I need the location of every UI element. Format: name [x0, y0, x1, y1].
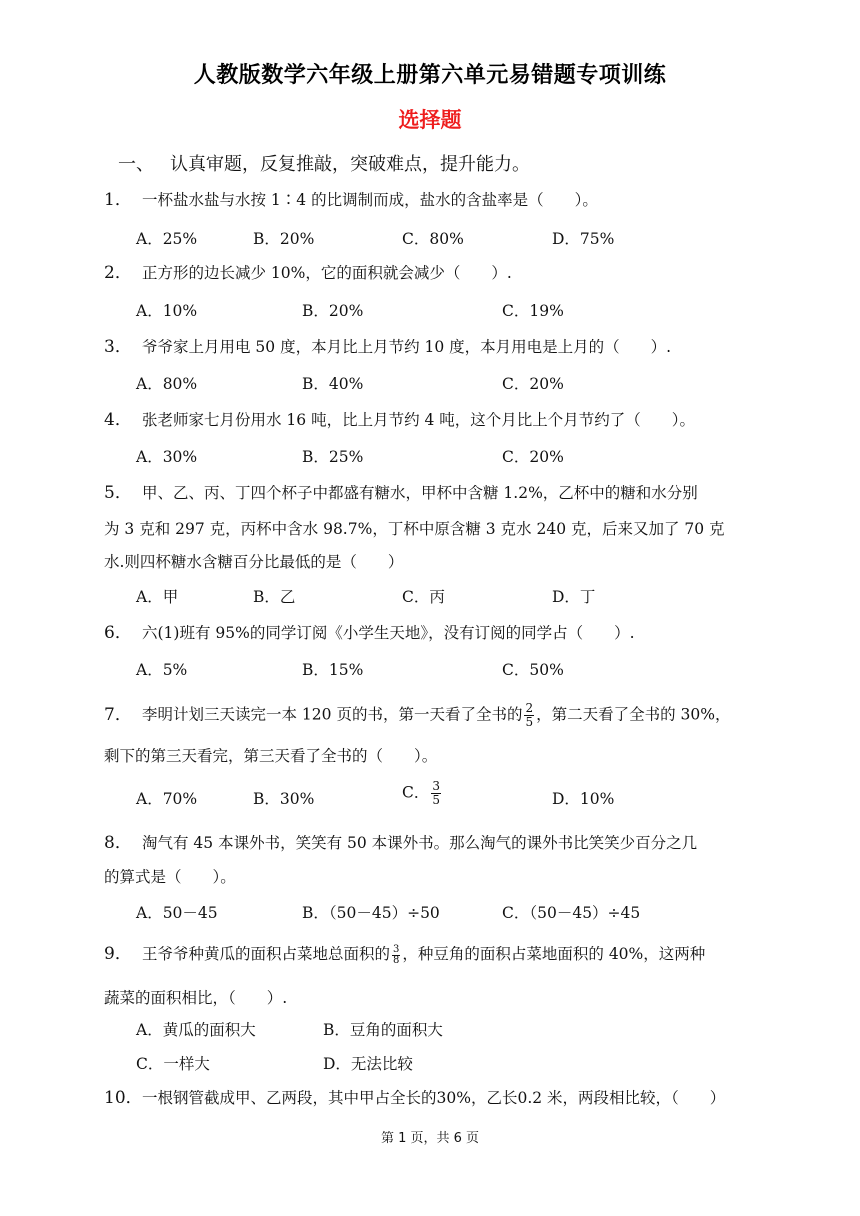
question-text: 甲、乙、丙、丁四个杯子中都盛有糖水，甲杯中含糖 1.2%，乙杯中的糖和水分别	[142, 484, 698, 502]
q9-option-b: B．豆角的面积大	[323, 1021, 443, 1039]
q7-option-c	[402, 780, 443, 807]
question-text: 正方形的边长减少 10%，它的面积就会减少（ ）.	[142, 264, 512, 282]
q1-option-b: B．20%	[253, 230, 315, 248]
q4-option-a: A．30%	[136, 448, 198, 466]
question-number: 10．	[104, 1088, 143, 1108]
question-9	[104, 944, 705, 966]
question-text-part-1: 李明计划三天读完一本 120 页的书，第一天看了全书的	[142, 705, 523, 724]
q7-option-a: A．70%	[136, 790, 198, 808]
q3-option-b: B．40%	[302, 375, 364, 393]
fraction-denominator: 5	[432, 793, 441, 807]
q9-option-a: A．黄瓜的面积大	[136, 1021, 256, 1039]
fraction-numerator: 2	[525, 701, 534, 715]
question-7-line-2: 剩下的第三天看完，第三天看了全书的（ ）。	[104, 747, 438, 765]
question-8	[104, 833, 697, 853]
fraction	[392, 945, 400, 966]
section-instruction: 认真审题，反复推敲，突破难点，提升能力。	[170, 154, 530, 175]
question-7	[104, 702, 730, 729]
q3-option-a: A．80%	[136, 375, 198, 393]
q5-option-d: D．丁	[552, 588, 596, 606]
question-4	[104, 410, 695, 430]
q1-option-a: A．25%	[136, 230, 198, 248]
q8-option-a: A．50－45	[136, 904, 218, 922]
question-text-part-1: 王爷爷种黄瓜的面积占菜地总面积的	[142, 945, 391, 963]
fraction	[524, 702, 534, 729]
question-1	[104, 190, 598, 210]
option-letter: C．	[402, 783, 430, 802]
question-text-part-2: ，第二天看了全书的 30%，	[536, 705, 731, 724]
question-text: 淘气有 45 本课外书，笑笑有 50 本课外书。那么淘气的课外书比笑笑少百分之几	[142, 834, 698, 852]
q3-option-c: C．20%	[502, 375, 564, 393]
question-3	[104, 337, 671, 357]
question-number: 8．	[104, 833, 132, 853]
question-number: 3．	[104, 337, 132, 357]
q6-option-b: B．15%	[302, 661, 364, 679]
page-footer: 第 1 页，共 6 页	[380, 1131, 480, 1146]
question-text-part-2: ，种豆角的面积占菜地面积的 40%，这两种	[402, 945, 706, 963]
question-text: 一杯盐水盐与水按 1∶4 的比调制而成，盐水的含盐率是（ ）。	[142, 191, 598, 209]
q9-option-c: C．一样大	[136, 1055, 210, 1073]
q6-option-a: A．5%	[136, 661, 188, 679]
question-6	[104, 623, 635, 643]
fraction	[431, 780, 441, 807]
fraction-numerator: 3	[432, 779, 441, 793]
question-5-line-2: 为 3 克和 297 克，丙杯中含水 98.7%，丁杯中原含糖 3 克水 240 克，后来又加了 70 克	[104, 520, 725, 538]
question-number: 2．	[104, 263, 132, 283]
q5-option-b: B．乙	[253, 588, 296, 606]
question-10	[104, 1088, 725, 1108]
q6-option-c: C．50%	[502, 661, 564, 679]
q1-option-d: D．75%	[552, 230, 615, 248]
question-2	[104, 263, 512, 283]
section-heading	[118, 150, 530, 176]
q8-option-c: C．（50－45）÷45	[502, 904, 641, 922]
section-subtitle: 选择题	[398, 108, 462, 132]
q8-option-b: B．（50－45）÷50	[302, 904, 440, 922]
q9-option-d: D．无法比较	[323, 1055, 413, 1073]
q7-option-b: B．30%	[253, 790, 315, 808]
question-text: 爷爷家上月用电 50 度，本月比上月节约 10 度，本月用电是上月的（ ）.	[142, 338, 672, 356]
section-number: 一、	[118, 154, 154, 175]
fraction-denominator: 8	[393, 954, 400, 966]
question-number: 9．	[104, 944, 132, 964]
q4-option-c: C．20%	[502, 448, 564, 466]
question-number: 1．	[104, 190, 132, 210]
q1-option-c: C．80%	[402, 230, 464, 248]
question-5	[104, 483, 698, 503]
q2-option-b: B．20%	[302, 302, 364, 320]
question-number: 6．	[104, 623, 132, 643]
question-8-line-2: 的算式是（ ）。	[104, 868, 236, 886]
fraction-denominator: 5	[525, 715, 534, 729]
question-text: 张老师家七月份用水 16 吨，比上月节约 4 吨，这个月比上个月节约了（ ）。	[142, 411, 696, 429]
question-text: 一根钢管截成甲、乙两段，其中甲占全长的30%，乙长0.2 米，两段相比较，（ ）	[142, 1089, 726, 1107]
q2-option-c: C．19%	[502, 302, 564, 320]
q7-option-d: D．10%	[552, 790, 615, 808]
question-9-line-2: 蔬菜的面积相比，（ ）.	[104, 989, 288, 1007]
q2-option-a: A．10%	[136, 302, 198, 320]
q4-option-b: B．25%	[302, 448, 364, 466]
question-text: 六(1)班有 95%的同学订阅《小学生天地》，没有订阅的同学占（ ）.	[142, 624, 635, 642]
question-number: 5．	[104, 483, 132, 503]
question-number: 7．	[104, 704, 132, 725]
document-title: 人教版数学六年级上册第六单元易错题专项训练	[193, 63, 667, 88]
q5-option-c: C．丙	[402, 588, 445, 606]
question-5-line-3: 水.则四杯糖水含糖百分比最低的是（ ）	[104, 553, 404, 571]
fraction-numerator: 3	[393, 943, 400, 955]
question-number: 4．	[104, 410, 132, 430]
q5-option-a: A．甲	[136, 588, 179, 606]
